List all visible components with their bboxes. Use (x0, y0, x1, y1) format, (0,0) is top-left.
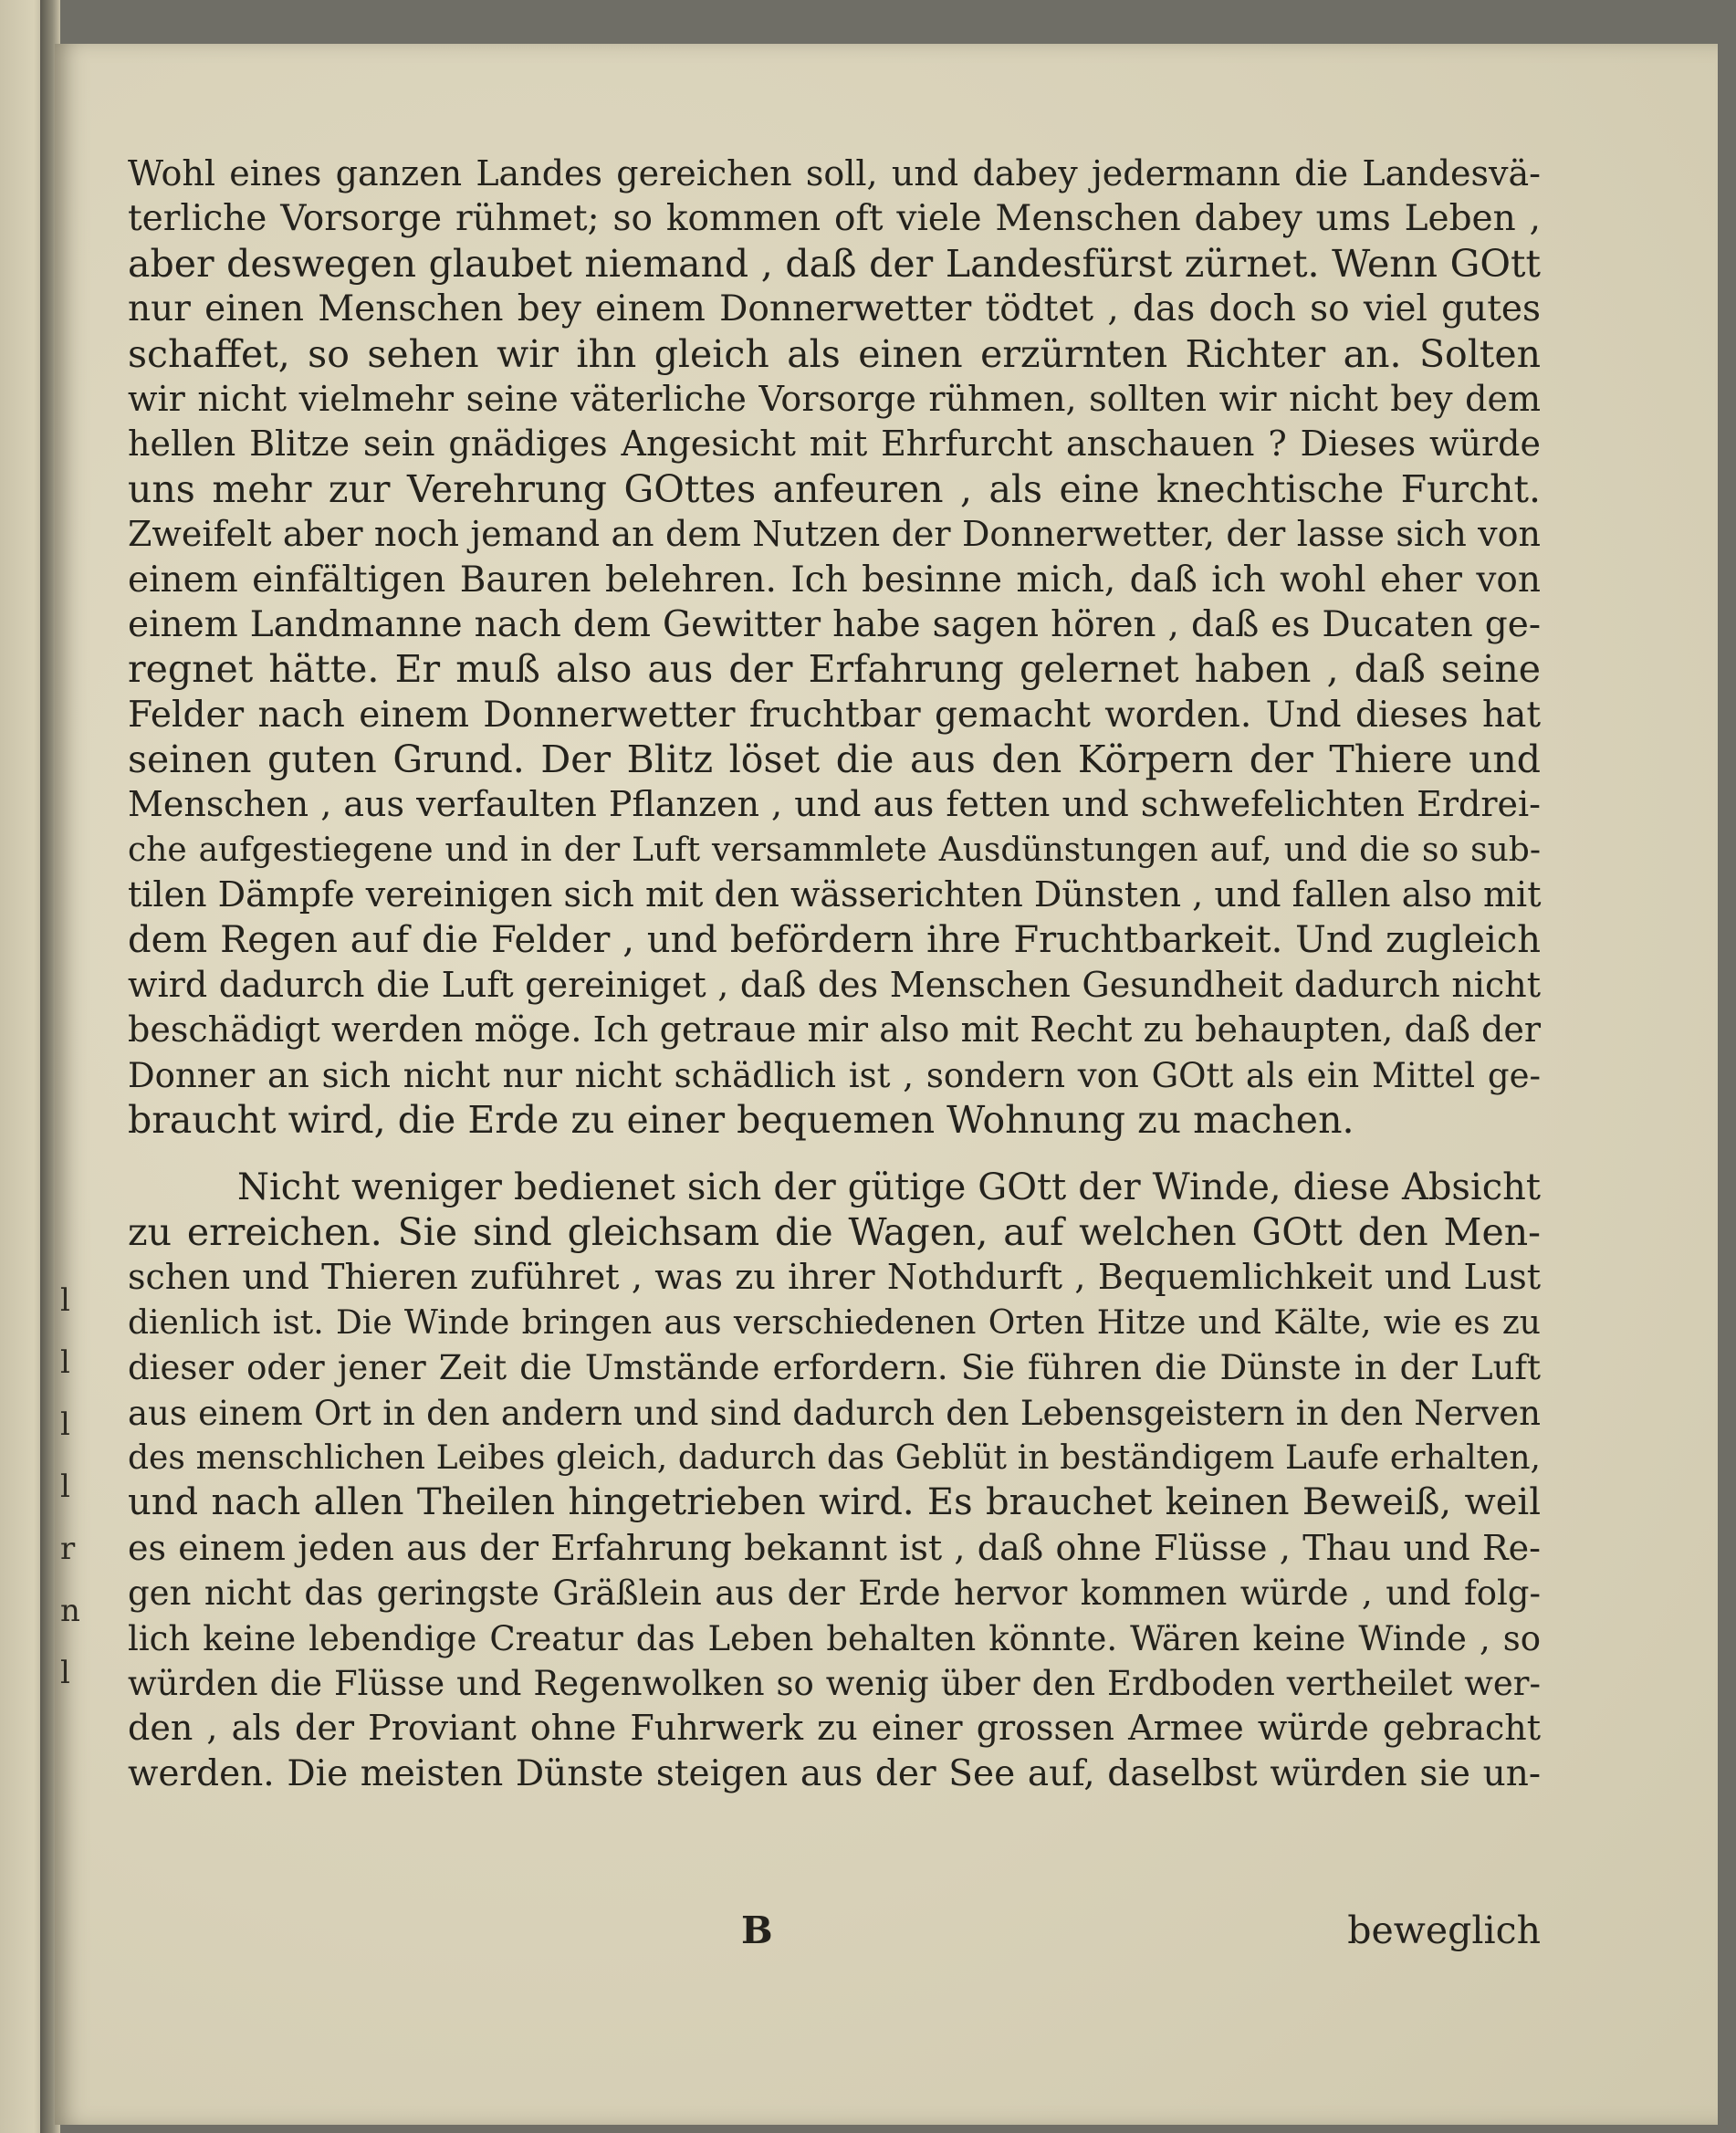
text-line: den , als der Proviant ohne Fuhrwerk zu einer grossen Armee würde gebracht (128, 1708, 1541, 1749)
paragraph-1 (128, 152, 1541, 1144)
page-body (128, 152, 1541, 1796)
text-line: nur einen Menschen bey einem Donnerwetter tödtet , das doch so viel gutes (128, 288, 1541, 330)
margin-mark: l (60, 1655, 70, 1691)
text-line: tilen Dämpfe vereinigen sich mit den wässerichten Dünsten , und fallen also mit (128, 874, 1542, 915)
text-line: aber deswegen glaubet niemand , daß der Landesfürst zürnet. Wenn GOtt (128, 241, 1541, 286)
text-line: seinen guten Grund. Der Blitz löset die aus den Körpern der Thiere und (128, 737, 1541, 782)
text-line: regnet hätte. Er muß also aus der Erfahrung gelernet haben , daß seine (128, 647, 1541, 692)
text-line: des menschlichen Leibes gleich, dadurch das Geblüt in beständigem Laufe erhalten, (128, 1438, 1541, 1477)
text-line: braucht wird, die Erde zu einer bequemen Wohnung zu machen. (128, 1098, 1354, 1143)
paragraph-spacer (128, 1144, 1541, 1166)
text-line: uns mehr zur Verehrung GOttes anfeuren , als eine knechtische Furcht. (128, 466, 1541, 511)
margin-mark: l (60, 1282, 70, 1319)
text-line: schaffet, so sehen wir ihn gleich als einen erzürnten Richter an. Solten (128, 331, 1541, 376)
text-line: es einem jeden aus der Erfahrung bekannt ist , daß ohne Flüsse , Thau und Re- (128, 1527, 1541, 1568)
margin-mark: r (60, 1531, 76, 1567)
text-line: einem einfältigen Bauren belehren. Ich besinne mich, daß ich wohl eher von (128, 559, 1541, 601)
page-footer (128, 1908, 1541, 1953)
text-line: wir nicht vielmehr seine väterliche Vorsorge rühmen, sollten wir nicht bey dem (128, 378, 1541, 419)
margin-mark: l (60, 1406, 70, 1443)
text-line: Nicht weniger bedienet sich der gütige GOtt der Winde, diese Absicht (237, 1166, 1541, 1208)
margin-mark: l (60, 1469, 70, 1505)
text-line: dienlich ist. Die Winde bringen aus verschiedenen Orten Hitze und Kälte, wie es zu (128, 1303, 1541, 1342)
text-line: terliche Vorsorge rühmet; so kommen oft viele Menschen dabey ums Leben , (128, 198, 1541, 240)
text-line: Menschen , aus verfaulten Pflanzen , und aus fetten und schwefelichten Erdrei- (128, 784, 1541, 825)
text-line: dieser oder jener Zeit die Umstände erfordern. Sie führen die Dünste in der Luft (128, 1348, 1541, 1388)
text-line: werden. Die meisten Dünste steigen aus der See auf, daselbst würden sie un- (128, 1752, 1541, 1794)
text-line: hellen Blitze sein gnädiges Angesicht mit Ehrfurcht anschauen ? Dieses würde (128, 423, 1541, 465)
margin-mark: l (60, 1344, 70, 1381)
text-line: Felder nach einem Donnerwetter fruchtbar gemacht worden. Und dieses hat (128, 694, 1541, 736)
margin-bleed-through (60, 1282, 80, 1720)
margin-mark: n (60, 1593, 80, 1629)
text-line: che aufgestiegene und in der Luft versammlete Ausdünstungen auf, und die so sub- (128, 831, 1541, 869)
text-line: wird dadurch die Luft gereiniget , daß des Menschen Gesundheit dadurch nicht (128, 965, 1541, 1006)
text-line: und nach allen Theilen hingetrieben wird. Es brauchet keinen Beweiß, weil (128, 1481, 1541, 1524)
text-line: gen nicht das geringste Gräßlein aus der Erde hervor kommen würde , und folg- (128, 1574, 1541, 1614)
text-line: würden die Flüsse und Regenwolken so wenig über den Erdboden vertheilet wer- (128, 1663, 1541, 1703)
text-line: dem Regen auf die Felder , und befördern ihre Fruchtbarkeit. Und zugleich (128, 918, 1541, 961)
text-line: lich keine lebendige Creatur das Leben behalten könnte. Wären keine Winde , so (128, 1618, 1541, 1658)
signature-mark: B (741, 1908, 773, 1952)
paragraph-2 (128, 1166, 1541, 1796)
text-line: schen und Thieren zuführet , was zu ihrer Nothdurft , Bequemlichkeit und Lust (128, 1257, 1541, 1298)
text-line: Wohl eines ganzen Landes gereichen soll, und dabey jedermann die Landesvä- (128, 153, 1541, 193)
text-line: Zweifelt aber noch jemand an dem Nutzen der Donnerwetter, der lasse sich von (128, 514, 1541, 555)
text-line: Donner an sich nicht nur nicht schädlich ist , sondern von GOtt als ein Mittel ge- (128, 1055, 1541, 1095)
text-line: aus einem Ort in den andern und sind dadurch den Lebensgeistern in den Nerven (128, 1393, 1541, 1433)
text-line: zu erreichen. Sie sind gleichsam die Wagen, auf welchen GOtt den Men- (128, 1209, 1541, 1254)
text-line: einem Landmanne nach dem Gewitter habe sagen hören , daß es Ducaten ge- (128, 603, 1541, 645)
text-line: beschädigt werden möge. Ich getraue mir also mit Recht zu behaupten, daß der (128, 1009, 1541, 1051)
catchword: beweglich (1347, 1908, 1541, 1952)
